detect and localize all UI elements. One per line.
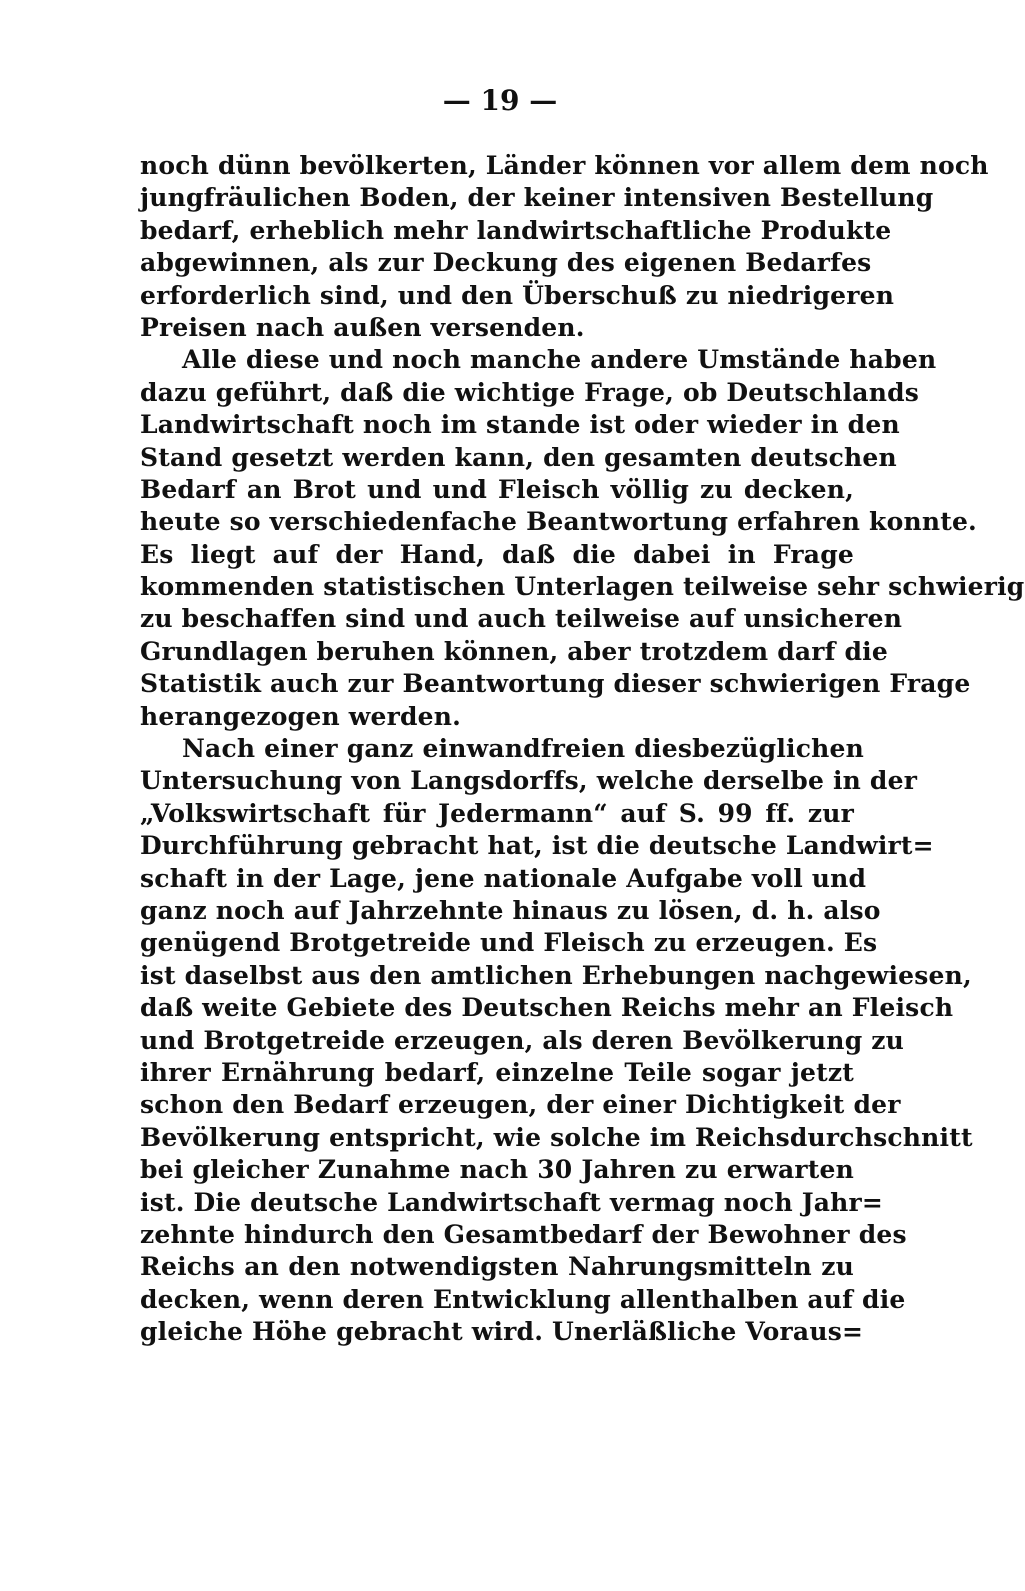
text-line: gleiche Höhe gebracht wird. Unerläßliche Voraus= [140,1317,864,1347]
page-number: — 19 — [442,84,558,117]
text-line: kommenden statistischen Unterlagen teilweise sehr schwierig [140,572,1025,602]
text-line: Nach einer ganz einwandfreien diesbezüglichen [182,734,865,764]
paragraph [140,150,989,344]
body-text [140,150,1025,1348]
text-line: bei gleicher Zunahme nach 30 Jahren zu erwarten [140,1155,854,1185]
text-line: Stand gesetzt werden kann, den gesamten deutschen [140,442,897,472]
text-line: noch dünn bevölkerten, Länder können vor allem dem noch [140,151,989,180]
text-line: ist daselbst aus den amtlichen Erhebungen nachgewiesen, [140,960,972,990]
text-line: ihrer Ernährung bedarf, einzelne Teile sogar jetzt [140,1057,854,1087]
text-line: Durchführung gebracht hat, ist die deutsche Landwirt= [140,831,934,861]
text-line: zu beschaffen sind und auch teilweise auf unsicheren [140,604,903,634]
text-line: Reichs an den notwendigsten Nahrungsmitteln zu [140,1252,854,1282]
text-line: und Brotgetreide erzeugen, als deren Bevölkerung zu [140,1025,905,1055]
text-line: „Volkswirtschaft für Jedermann“ auf S. 99 ff. zur [140,798,854,828]
text-line: zehnte hindurch den Gesamtbedarf der Bewohner des [140,1219,907,1249]
text-line: jungfräulichen Boden, der keiner intensiven Bestellung [140,183,934,213]
text-line: genügend Brotgetreide und Fleisch zu erzeugen. Es [140,928,878,958]
text-line: decken, wenn deren Entwicklung allenthalben auf die [140,1284,906,1314]
text-line: Preisen nach außen versenden. [140,312,585,342]
text-line: bedarf, erheblich mehr landwirtschaftliche Produkte [140,215,892,245]
text-line: Landwirtschaft noch im stande ist oder wieder in den [140,410,900,440]
paragraph [140,344,1025,733]
text-line: Bedarf an Brot und und Fleisch völlig zu decken, [140,474,854,504]
text-line: schaft in der Lage, jene nationale Aufgabe voll und [140,863,867,893]
text-line: abgewinnen, als zur Deckung des eigenen Bedarfes [140,248,872,278]
text-line: herangezogen werden. [140,701,462,731]
text-line: Es liegt auf der Hand, daß die dabei in Frage [140,539,854,569]
text-line: Untersuchung von Langsdorffs, welche derselbe in der [140,766,918,796]
text-line: heute so verschiedenfache Beantwortung erfahren konnte. [140,507,977,537]
text-line: erforderlich sind, und den Überschuß zu niedrigeren [140,280,895,310]
text-line: Grundlagen beruhen können, aber trotzdem darf die [140,636,888,666]
text-line: Bevölkerung entspricht, wie solche im Reichsdurchschnitt [140,1122,973,1152]
text-line: Alle diese und noch manche andere Umstände haben [182,345,937,375]
text-line: ist. Die deutsche Landwirtschaft vermag noch Jahr= [140,1187,884,1217]
text-line: daß weite Gebiete des Deutschen Reichs mehr an Fleisch [140,993,954,1023]
text-line: schon den Bedarf erzeugen, der einer Dichtigkeit der [140,1090,901,1120]
text-line: Statistik auch zur Beantwortung dieser schwierigen Frage [140,669,971,699]
text-line: ganz noch auf Jahrzehnte hinaus zu lösen, d. h. also [140,895,881,925]
text-line: dazu geführt, daß die wichtige Frage, ob Deutschlands [140,377,920,407]
paragraph [140,733,973,1348]
